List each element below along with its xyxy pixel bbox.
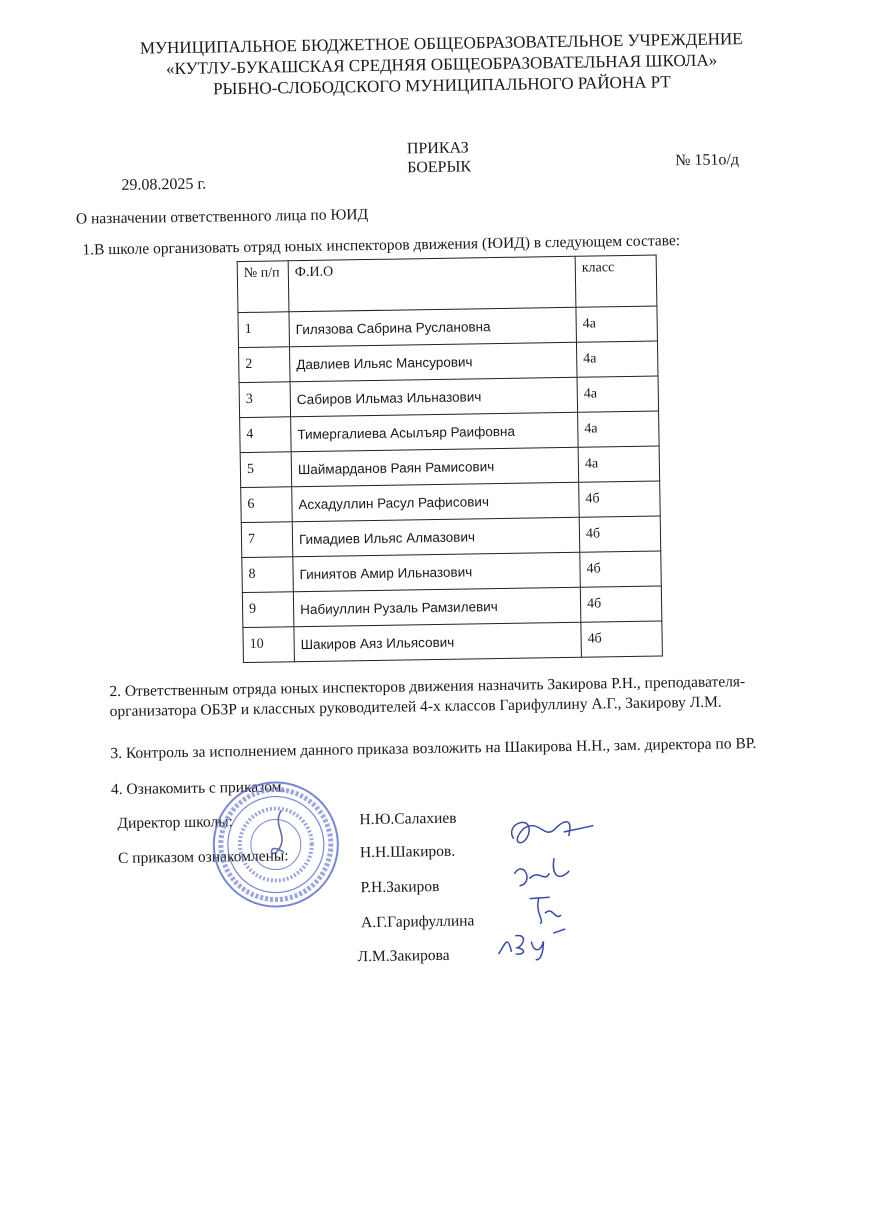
signature-shakirov [493,807,604,859]
row-number: 5 [240,452,292,488]
header-line-2: «КУТЛУ-БУКАШСКАЯ СРЕДНЯЯ ОБЩЕОБРАЗОВАТЕЛЬНАЯ ШКОЛА» [165,50,718,79]
row-name: Гиниятов Амир Ильназович [293,552,581,592]
row-class: 4а [578,446,660,482]
table-row [243,621,662,663]
director-label: Директор школы: [117,813,234,833]
row-class: 4б [579,516,661,552]
row-number: 1 [238,312,290,348]
row-name: Асхадуллин Расул Рафисович [292,482,580,522]
row-class: 4а [578,411,660,447]
row-name: Шаймарданов Раян Рамисович [291,447,579,487]
school-header [91,27,792,101]
row-name: Сабиров Ильмаз Ильназович [290,377,578,417]
row-number: 6 [241,487,293,523]
director-name: Н.Ю.Салахиев [359,809,457,829]
row-class: 4б [580,586,662,622]
header-name: Ф.И.О [288,256,576,312]
row-name: Гилязова Сабрина Руслановна [289,307,577,347]
header-class: класс [575,255,657,307]
row-class: 4а [577,376,659,412]
item-2-line-1: 2. Ответственным отряда юных инспекторов движения назначить Закирова Р.Н., преподавателя- [109,673,746,701]
row-class: 4а [576,306,658,342]
row-class: 4б [579,481,661,517]
item-2-line-2: организатора ОБЗР и классных руководителей 4-х классов Гарифуллину А.Г., Закирову Л.М. [109,693,722,721]
row-class: 4б [581,621,663,657]
signer-name: А.Г.Гарифуллина [360,912,475,932]
order-title: ПРИКАЗ [406,139,469,158]
row-name: Шакиров Аяз Ильясович [294,622,582,662]
header-number: № п/п [237,261,289,313]
order-subject: О назначении ответственного лица по ЮИД [75,206,369,228]
signer-name: Л.М.Закирова [357,946,450,966]
row-number: 4 [240,417,292,453]
signer-name: Р.Н.Закиров [360,877,440,897]
signer-name: Н.Н.Шакиров. [359,842,456,862]
signature-zakirov [509,853,580,894]
row-number: 2 [239,347,291,383]
row-number: 9 [242,592,294,628]
row-name: Набиуллин Рузаль Рамзилевич [293,587,581,627]
row-number: 8 [242,557,294,593]
item-4: 4. Ознакомить с приказом. [110,778,286,799]
row-class: 4а [576,341,658,377]
school-seal-stamp [211,780,341,910]
row-number: 10 [243,627,295,663]
row-number: 3 [239,382,291,418]
item-3: 3. Контроль за исполнением данного приказа возложить на Шакирова Н.Н., зам. директора по ВР. [110,734,757,763]
order-date: 29.08.2025 г. [121,175,207,194]
row-name: Тимергалиева Асылъяр Раифовна [291,412,579,452]
header-line-1: МУНИЦИПАЛЬНОЕ БЮДЖЕТНОЕ ОБЩЕОБРАЗОВАТЕЛЬНОЕ УЧРЕЖДЕНИЕ [139,29,743,58]
header-line-3: РЫБНО-СЛОБОДСКОГО МУНИЦИПАЛЬНОГО РАЙОНА РТ [212,72,671,99]
row-class: 4б [580,551,662,587]
row-name: Давлиев Ильяс Мансурович [290,342,578,382]
members-table [237,254,663,663]
row-name: Гимадиев Ильяс Алмазович [292,517,580,557]
acquainted-label: С приказом ознакомлены: [117,847,289,868]
row-number: 7 [241,522,293,558]
table-header-row [237,255,657,313]
item-1: 1.В школе организовать отряд юных инспекторов движения (ЮИД) в следующем составе: [82,232,681,259]
signature-zakirova [493,923,574,964]
order-number: № 151о/д [674,151,740,170]
order-title-tatar: БОЕРЫК [407,158,472,177]
